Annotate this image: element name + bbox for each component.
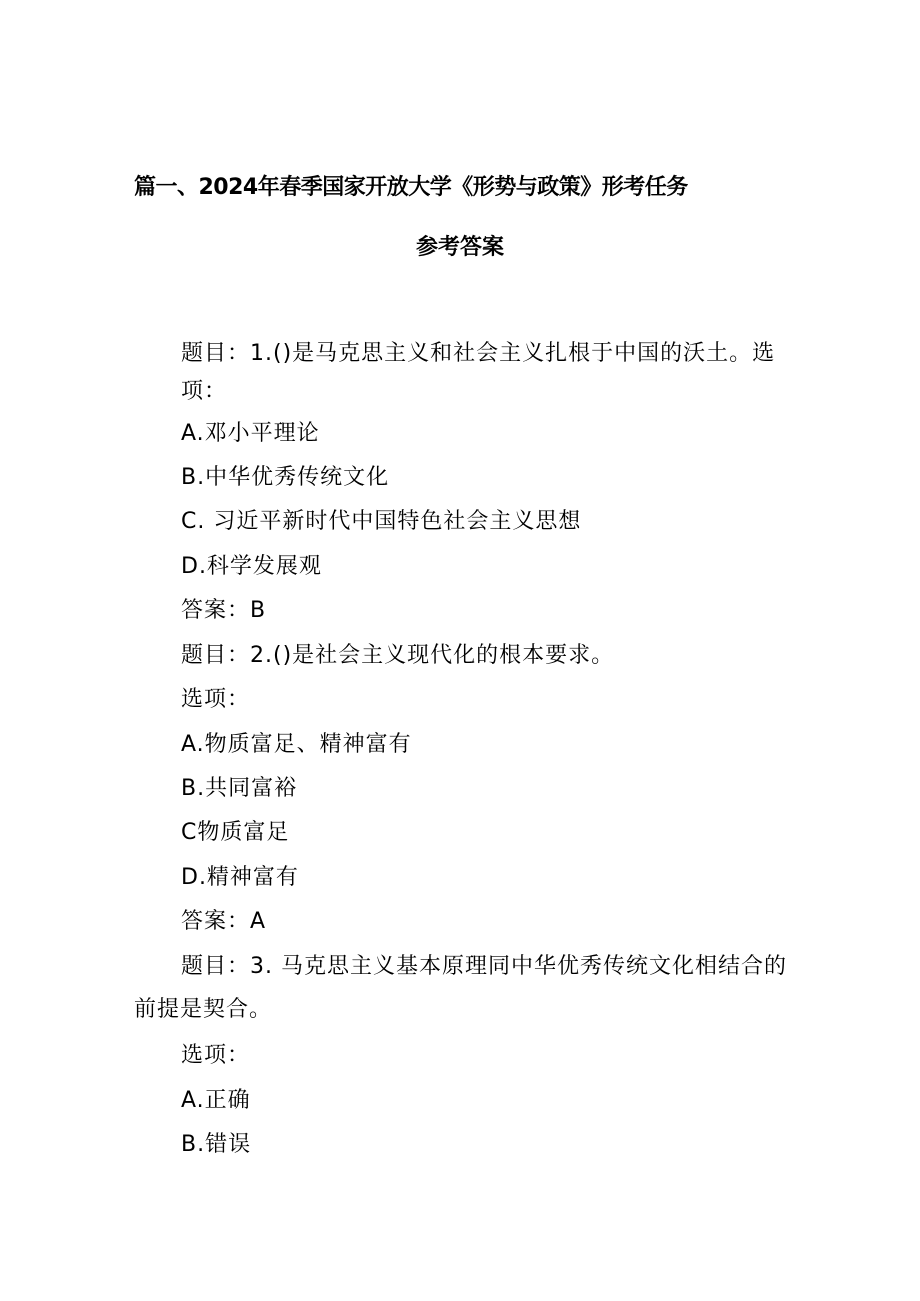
question-2-option-b: B.共同富裕 xyxy=(181,776,298,801)
question-2-answer: 答案：A xyxy=(181,909,267,934)
question-2-stem: 题目：2.()是社会主义现代化的根本要求。 xyxy=(181,643,615,668)
question-1-option-d: D.科学发展观 xyxy=(181,554,322,579)
question-1-stem-continued: 项： xyxy=(181,379,228,404)
question-1-option-c: C. 习近平新时代中国特色社会主义思想 xyxy=(181,509,582,534)
question-2-option-a: A.物质富足、精神富有 xyxy=(181,732,412,757)
question-1-option-a: A.邓小平理论 xyxy=(181,421,320,446)
document-subtitle: 参考答案 xyxy=(415,235,504,260)
question-3-options-label: 选项： xyxy=(181,1043,251,1068)
question-3-stem-continued: 前提是契合。 xyxy=(134,997,273,1022)
question-3-option-a: A.正确 xyxy=(181,1088,251,1113)
question-2-options-label: 选项： xyxy=(181,687,251,712)
question-1-stem: 题目：1.()是马克思主义和社会主义扎根于中国的沃土。选 xyxy=(181,341,776,366)
document-title: 篇一、2024年春季国家开放大学《形势与政策》形考任务 xyxy=(134,175,688,200)
question-1-answer: 答案：B xyxy=(181,598,267,623)
question-1-option-b: B.中华优秀传统文化 xyxy=(181,465,390,490)
question-3-option-b: B.错误 xyxy=(181,1132,252,1157)
question-2-option-c: C物质富足 xyxy=(181,820,290,845)
question-3-stem: 题目：3. 马克思主义基本原理同中华优秀传统文化相结合的 xyxy=(181,954,787,979)
question-2-option-d: D.精神富有 xyxy=(181,865,299,890)
